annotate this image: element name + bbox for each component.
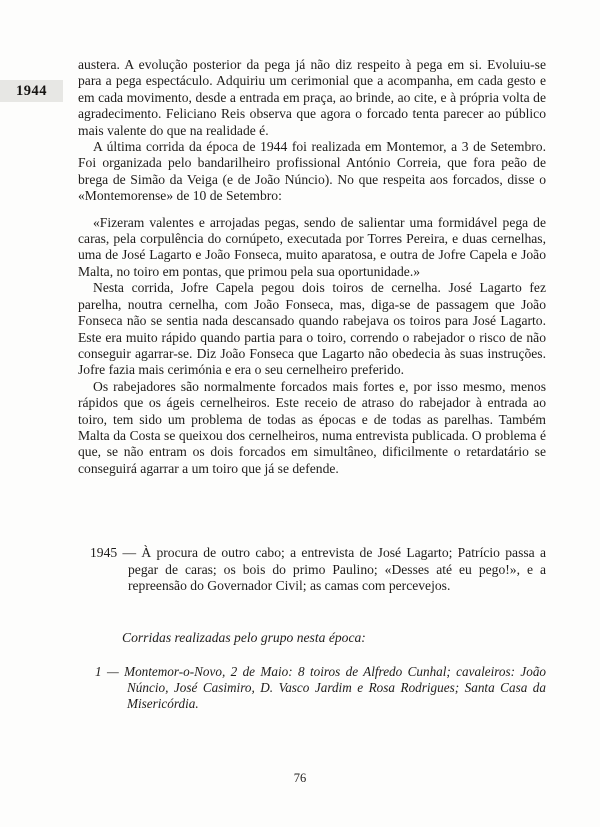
year-entry-text: À procura de outro cabo; a entrevista de José Lagarto; Patrício passa a pegar de caras; os bois do primo Paulino; «Desses até eu pego!», e a repreensão do Governador Civil; as camas com percevejos. bbox=[128, 545, 547, 593]
year-entry-year: 1945 bbox=[90, 545, 118, 561]
event-text: Montemor-o-Novo, 2 de Maio: 8 toiros de Alfredo Cunhal; cavaleiros: João Núncio, José Casimiro, D. Vasco Jardim e Rosa Rodrigues; Santa Casa da Misericórdia. bbox=[124, 663, 547, 712]
events-heading: Corridas realizadas pelo grupo nesta época: bbox=[122, 630, 366, 646]
event-number: 1 bbox=[95, 663, 102, 679]
paragraph-quote-montemorense: «Fizeram valentes e arrojadas pegas, sendo de salientar uma formidável pega de caras, pela corpulência do cornúpeto, executada por Torres Pereira, e duas cernelhas, uma de José Lagarto e João Fonseca, muito aparatosa, e outra de Jofre Capela e João Malta, no toiro em pontas, que primou pela sua oportunidade.» bbox=[78, 214, 546, 279]
page-body bbox=[78, 57, 546, 712]
event-item-1 bbox=[95, 664, 546, 713]
page-number: 76 bbox=[293, 771, 307, 785]
paragraph-nesta-corrida: Nesta corrida, Jofre Capela pegou dois toiros de cernelha. José Lagarto fez parelha, noutra cernelha, com João Fonseca, mas, diga-se de passagem que João Fonseca não se sentia nada descansado quando rabejava os toiros para José Lagarto. Este era muito rápido quando partia para o toiro, correndo o rabejador o risco de não conseguir agarrar-se. Diz João Fonseca que Lagarto não obedecia às suas instruções. Jofre fazia mais cerimónia e era o seu cernelheiro preferido. bbox=[78, 280, 546, 378]
paragraph-continuation: austera. A evolução posterior da pega já não diz respeito à pega em si. Evoluiu-se para a pega espectáculo. Adquiriu um cerimonial que a acompanha, em cada gesto e em cada movimento, desde a entrada em praça, ao brinde, ao cite, e à própria volta de agradecimento. Feliciano Reis observa que agora o forcado tenta parecer ao público mais valente do que na realidade é. bbox=[78, 57, 546, 138]
paragraph-rabejadores: Os rabejadores são normalmente forcados mais fortes e, por isso mesmo, menos rápidos que os ágeis cernelheiros. Este receio de atraso do rabejador à entrada ao toiro, tem sido um problema de todas as épocas e de todas as parelhas. Também Malta da Costa se queixou dos cernelheiros, numa entrevista publicada. O problema é que, se não entram os dois forcados em simultâneo, dificilmente o retardatário se conseguirá agarrar a um toiro que já se defende. bbox=[78, 378, 546, 476]
margin-year-band bbox=[0, 80, 63, 102]
event-dash: — bbox=[106, 663, 119, 679]
margin-year-label: 1944 bbox=[16, 82, 47, 99]
year-entry-dash: — bbox=[122, 545, 137, 561]
year-entry-1945 bbox=[90, 545, 546, 594]
paragraph-corrida-1944: A última corrida da época de 1944 foi realizada em Montemor, a 3 de Setembro. Foi organizada pelo bandarilheiro profissional António Correia, que fora peão de brega de Simão da Veiga (e de João Núncio). No que respeita aos forcados, disse o «Montemorense» de 10 de Setembro: bbox=[78, 139, 546, 204]
